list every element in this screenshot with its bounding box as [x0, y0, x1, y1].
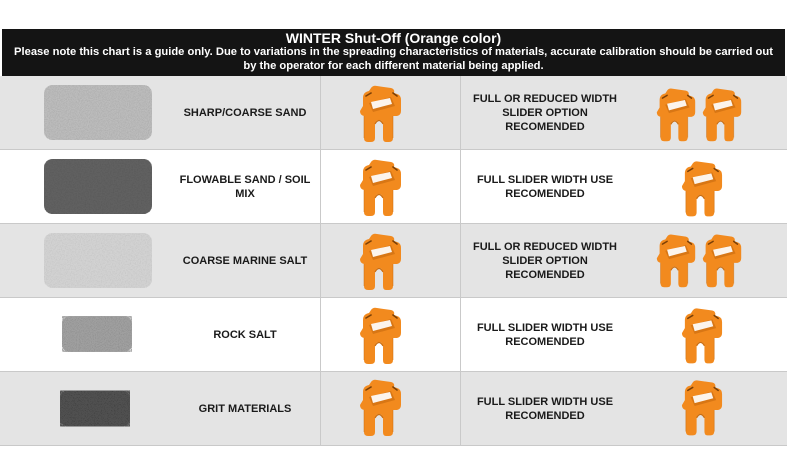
chart-header — [2, 29, 785, 76]
grit-materials-texture — [60, 380, 130, 437]
rock-salt-texture — [62, 306, 132, 362]
shutoff-full-width-icon — [679, 378, 725, 438]
table-row-flowable-sand-soil — [0, 150, 787, 224]
shutoff-reduced-icon — [654, 86, 698, 144]
table-row-coarse-marine-salt — [0, 224, 787, 298]
shutoff-full-icon — [357, 158, 404, 218]
material-name: FLOWABLE SAND / SOIL MIX — [179, 173, 311, 200]
material-table — [0, 76, 787, 446]
shutoff-full-icon — [357, 306, 404, 366]
shutoff-full-icon — [357, 232, 404, 292]
table-row-grit-materials — [0, 372, 787, 446]
recommendation-text: FULL OR REDUCED WIDTH SLIDER OPTION RECOMENDED — [472, 92, 617, 133]
chart-note: Please note this chart is a guide only. Due to variations in the spreading characteristics of materials, accurate calibration should be carried out by the operator for each different material being applied. — [14, 46, 773, 72]
recommendation-text: FULL SLIDER WIDTH USE RECOMENDED — [476, 321, 614, 348]
coarse-marine-salt-texture — [44, 233, 152, 288]
recommendation-text: FULL OR REDUCED WIDTH SLIDER OPTION RECOMENDED — [472, 240, 617, 281]
flowable-sand-soil-texture — [44, 159, 152, 214]
shutoff-full-icon — [357, 378, 404, 438]
material-name: GRIT MATERIALS — [198, 402, 292, 415]
table-row-rock-salt — [0, 298, 787, 372]
sharp-coarse-sand-texture — [44, 85, 152, 140]
table-row-sharp-coarse-sand — [0, 76, 787, 150]
shutoff-full-width-icon — [700, 86, 744, 144]
shutoff-full-width-icon — [679, 159, 725, 219]
material-name: ROCK SALT — [213, 328, 277, 341]
recommendation-text: FULL SLIDER WIDTH USE RECOMENDED — [476, 173, 614, 200]
recommendation-text: FULL SLIDER WIDTH USE RECOMENDED — [476, 395, 614, 422]
shutoff-reduced-icon — [654, 232, 698, 290]
shutoff-full-width-icon — [700, 232, 744, 290]
material-name: SHARP/COARSE SAND — [183, 106, 307, 119]
chart-title: WINTER Shut-Off (Orange color) — [285, 30, 502, 46]
shutoff-full-width-icon — [679, 306, 725, 366]
shutoff-full-icon — [357, 84, 404, 144]
material-name: COARSE MARINE SALT — [182, 254, 308, 267]
